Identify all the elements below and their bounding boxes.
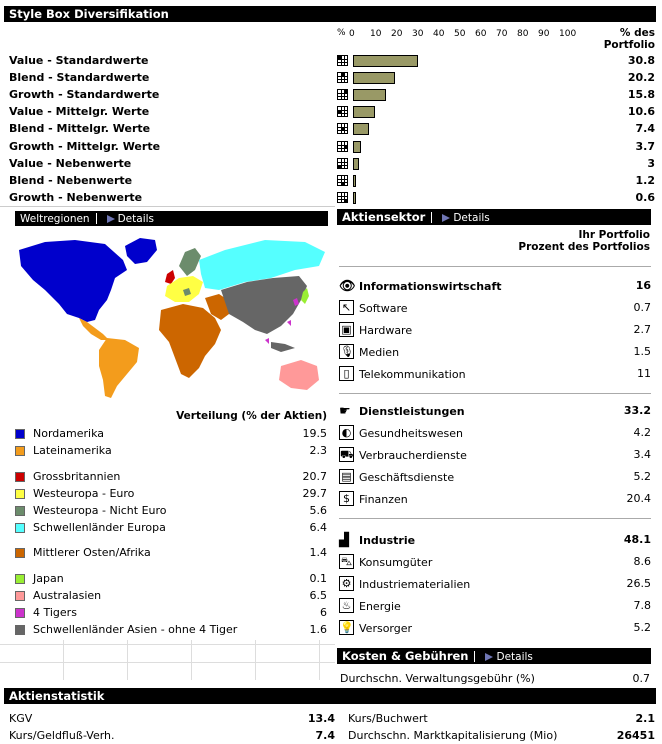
stylebox-grid-cell (344, 145, 347, 148)
sector-item-value: 5.2 (633, 470, 651, 483)
stylebox-title: Style Box Diversifikation (9, 7, 169, 21)
car-icon: ⛍ (340, 555, 353, 568)
stylebox-grid-icon (337, 192, 348, 203)
sector-divider (339, 518, 651, 519)
stylebox-bar (353, 123, 369, 135)
sector-item-label: Gesundheitswesen (359, 427, 464, 440)
stylebox-row-label: Growth - Nebenwerte (9, 191, 143, 204)
legend-value: 6.5 (309, 589, 327, 602)
stylebox-row-value: 0.6 (635, 191, 655, 204)
stylebox-bar (353, 175, 356, 187)
stylebox-grid-icon (337, 106, 348, 117)
stylebox-divider (0, 206, 335, 207)
gear-icon: ⚙ (339, 576, 354, 591)
sector-item-value: 3.4 (633, 448, 651, 461)
stylebox-row-value: 7.4 (635, 122, 655, 135)
legend-value: 0.1 (309, 572, 327, 585)
legend-value: 6 (320, 606, 327, 619)
legend-value: 29.7 (302, 487, 327, 500)
sector-item-value: 8.6 (633, 555, 651, 568)
legend-item (15, 572, 327, 587)
pct-header-2: Portfolio (603, 39, 655, 51)
legend-swatch (15, 548, 25, 558)
legend-swatch (15, 429, 25, 439)
sector-item-label: Telekommunikation (359, 368, 466, 381)
sector-item-label: Industriematerialien (359, 578, 471, 591)
stylebox-grid-cell (338, 110, 341, 113)
kosten-label: Durchschn. Verwaltungsgebühr (%) (340, 672, 535, 685)
map-south-america (99, 338, 139, 398)
sector-group-value: 33.2 (623, 404, 651, 417)
distribution-title: Verteilung (% der Aktien) (176, 410, 327, 422)
sector-item-label: Energie (359, 600, 401, 613)
legend-value: 20.7 (302, 470, 327, 483)
phone-icon: ▯ (339, 366, 354, 381)
sector-item-value: 11 (637, 367, 651, 380)
stylebox-bar (353, 158, 359, 170)
map-greenland (125, 238, 157, 264)
flame-icon: ♨ (339, 598, 354, 613)
stylebox-row-value: 30.8 (627, 54, 655, 67)
sector-item-value: 1.5 (633, 345, 651, 358)
sector-head-1: Ihr Portfolio (578, 229, 650, 241)
pct-header-1: % des (619, 27, 655, 39)
stylebox-grid-cell (338, 165, 341, 168)
pct-axis-label: % (337, 28, 346, 38)
legend-item (15, 546, 327, 561)
stat-kgv-value: 13.4 (307, 712, 335, 725)
microphone-icon: 🎙 (340, 345, 354, 358)
stylebox-grid-cell (338, 56, 341, 59)
legend-item (15, 521, 327, 536)
legend-value: 19.5 (302, 427, 327, 440)
legend-label: Mittlerer Osten/Afrika (33, 546, 151, 559)
stylebox-grid-icon (337, 123, 348, 134)
legend-label: Australasien (33, 589, 102, 602)
sector-item-value: 2.7 (633, 323, 651, 336)
axis-tick-label: 100 (559, 29, 577, 39)
stat-kb-value: 2.1 (635, 712, 655, 725)
stylebox-grid-cell (341, 182, 344, 185)
legend-label: Lateinamerika (33, 444, 112, 457)
stat-kb-label: Kurs/Buchwert (348, 712, 428, 725)
legend-item (15, 487, 327, 502)
stylebox-row-label: Blend - Mittelgr. Werte (9, 122, 151, 135)
legend-swatch (15, 625, 25, 635)
stylebox-header (4, 6, 656, 22)
factory-icon: ▟ (339, 533, 349, 548)
map-scandinavia (179, 248, 201, 276)
legend-swatch (15, 608, 25, 618)
axis-tick-label: 30 (412, 29, 424, 39)
sector-item-label: Finanzen (359, 493, 408, 506)
sector-item-label: Hardware (359, 324, 413, 337)
kosten-details-link[interactable]: Details (483, 651, 532, 663)
stat-kgv-label: KGV (9, 712, 33, 725)
axis-tick-label: 0 (349, 29, 355, 39)
sector-item-value: 7.8 (633, 599, 651, 612)
weltregionen-title: Weltregionen (20, 213, 90, 225)
world-map (15, 230, 328, 405)
kosten-value: 0.7 (632, 672, 650, 685)
axis-tick-label: 10 (370, 29, 382, 39)
legend-label: Nordamerika (33, 427, 104, 440)
legend-label: Schwellenländer Europa (33, 521, 166, 534)
legend-item (15, 623, 327, 638)
sector-item-value: 20.4 (626, 492, 651, 505)
legend-label: Westeuropa - Euro (33, 487, 135, 500)
axis-tick-label: 70 (496, 29, 508, 39)
legend-swatch (15, 489, 25, 499)
map-australia (279, 360, 319, 390)
sector-group-label: Informationswirtschaft (359, 280, 502, 293)
sector-item-label: Medien (359, 346, 400, 359)
sector-group-value: 16 (635, 279, 651, 292)
eye-icon: 👁 (339, 279, 356, 294)
stylebox-row-label: Value - Nebenwerte (9, 157, 132, 170)
dollar-icon: $ (339, 491, 354, 506)
axis-tick-label: 80 (517, 29, 529, 39)
axis-tick-label: 40 (433, 29, 445, 39)
stylebox-bar (353, 72, 395, 84)
aktienstatistik-title: Aktienstatistik (9, 689, 105, 703)
kosten-title: Kosten & Gebühren (342, 649, 469, 663)
stylebox-bar (353, 55, 418, 67)
stylebox-row-label: Blend - Standardwerte (9, 71, 150, 84)
sector-item-label: Konsumgüter (359, 556, 433, 569)
sector-item-label: Verbraucherdienste (359, 449, 467, 462)
sector-group-value: 48.1 (623, 533, 651, 546)
sector-item-value: 5.2 (633, 621, 651, 634)
arrow-right-icon (442, 214, 450, 222)
stylebox-bar (353, 141, 361, 153)
stylebox-grid-icon (337, 72, 348, 83)
computer-icon: ▣ (339, 322, 354, 337)
legend-label: Schwellenländer Asien - ohne 4 Tiger (33, 623, 238, 636)
kosten-header (337, 648, 651, 664)
stylebox-row-value: 10.6 (627, 105, 655, 118)
axis-tick-label: 20 (391, 29, 403, 39)
stylebox-bar (353, 192, 356, 204)
pills-icon: ◐ (339, 425, 354, 440)
stylebox-row-label: Growth - Standardwerte (9, 88, 160, 101)
legend-swatch (15, 446, 25, 456)
stat-mk-label: Durchschn. Marktkapitalisierung (Mio) (348, 729, 558, 742)
stylebox-grid-icon (337, 141, 348, 152)
legend-item (15, 606, 327, 621)
legend-item (15, 504, 327, 519)
legend-item (15, 427, 327, 442)
axis-tick-label: 90 (538, 29, 550, 39)
sector-item-label: Software (359, 302, 408, 315)
aktiensektor-header (337, 209, 651, 225)
map-se-asia (271, 342, 295, 352)
stat-mk-value: 26451 (616, 729, 655, 742)
hand-icon: ☛ (339, 404, 351, 419)
sector-group-label: Dienstleistungen (359, 405, 465, 418)
stylebox-row-value: 15.8 (627, 88, 655, 101)
legend-label: Japan (33, 572, 64, 585)
legend-value: 1.6 (309, 623, 327, 636)
grid-background (0, 640, 335, 680)
cart-icon: ⛟ (340, 448, 354, 461)
stylebox-grid-cell (344, 199, 347, 202)
legend-value: 6.4 (309, 521, 327, 534)
legend-label: Grossbritannien (33, 470, 121, 483)
legend-swatch (15, 574, 25, 584)
stylebox-row-value: 20.2 (627, 71, 655, 84)
arrow-right-icon (485, 653, 493, 661)
stylebox-grid-icon (337, 175, 348, 186)
sector-item-value: 4.2 (633, 426, 651, 439)
aktienstatistik-header (4, 688, 656, 704)
sector-item-value: 26.5 (626, 577, 651, 590)
sector-divider (339, 266, 651, 267)
legend-swatch (15, 591, 25, 601)
stylebox-row-value: 3 (647, 157, 655, 170)
stylebox-grid-icon (337, 89, 348, 100)
stat-kgf-value: 7.4 (315, 729, 335, 742)
sector-item-label: Geschäftsdienste (359, 471, 455, 484)
legend-swatch (15, 506, 25, 516)
stylebox-row-value: 3.7 (635, 140, 655, 153)
axis-tick-label: 50 (454, 29, 466, 39)
stylebox-grid-icon (337, 158, 348, 169)
sector-head-2: Prozent des Portfolios (518, 241, 650, 253)
stylebox-grid-icon (337, 55, 348, 66)
weltregionen-header (15, 211, 328, 226)
sector-item-label: Versorger (359, 622, 413, 635)
cursor-icon: ↖ (339, 300, 354, 315)
legend-label: Westeuropa - Nicht Euro (33, 504, 167, 517)
legend-swatch (15, 472, 25, 482)
legend-item (15, 589, 327, 604)
aktiensektor-title: Aktiensektor (342, 210, 426, 224)
stylebox-grid-cell (344, 90, 347, 93)
legend-value: 1.4 (309, 546, 327, 559)
document-icon: ▤ (339, 469, 354, 484)
legend-value: 5.6 (309, 504, 327, 517)
sector-divider (339, 393, 651, 394)
stylebox-bar (353, 106, 375, 118)
weltregionen-details-link[interactable]: Details (105, 213, 154, 225)
map-north-america (19, 240, 127, 322)
legend-label: 4 Tigers (33, 606, 77, 619)
stylebox-row-label: Blend - Nebenwerte (9, 174, 133, 187)
stylebox-row-label: Growth - Mittelgr. Werte (9, 140, 161, 153)
stat-kgf-label: Kurs/Geldfluß-Verh. (9, 729, 115, 742)
legend-item (15, 444, 327, 459)
legend-value: 2.3 (309, 444, 327, 457)
sector-item-value: 0.7 (633, 301, 651, 314)
stylebox-row-value: 1.2 (635, 174, 655, 187)
stylebox-bar (353, 89, 386, 101)
stylebox-grid-cell (341, 73, 344, 76)
lightbulb-icon: 💡 (340, 621, 354, 634)
stylebox-row-label: Value - Standardwerte (9, 54, 149, 67)
map-central-america (79, 318, 109, 340)
arrow-right-icon (107, 215, 115, 223)
sector-group-label: Industrie (359, 534, 416, 547)
stylebox-row-label: Value - Mittelgr. Werte (9, 105, 150, 118)
aktiensektor-details-link[interactable]: Details (440, 212, 489, 224)
map-africa (159, 304, 221, 378)
legend-item (15, 470, 327, 485)
legend-swatch (15, 523, 25, 533)
stylebox-grid-cell (341, 127, 344, 130)
axis-tick-label: 60 (475, 29, 487, 39)
